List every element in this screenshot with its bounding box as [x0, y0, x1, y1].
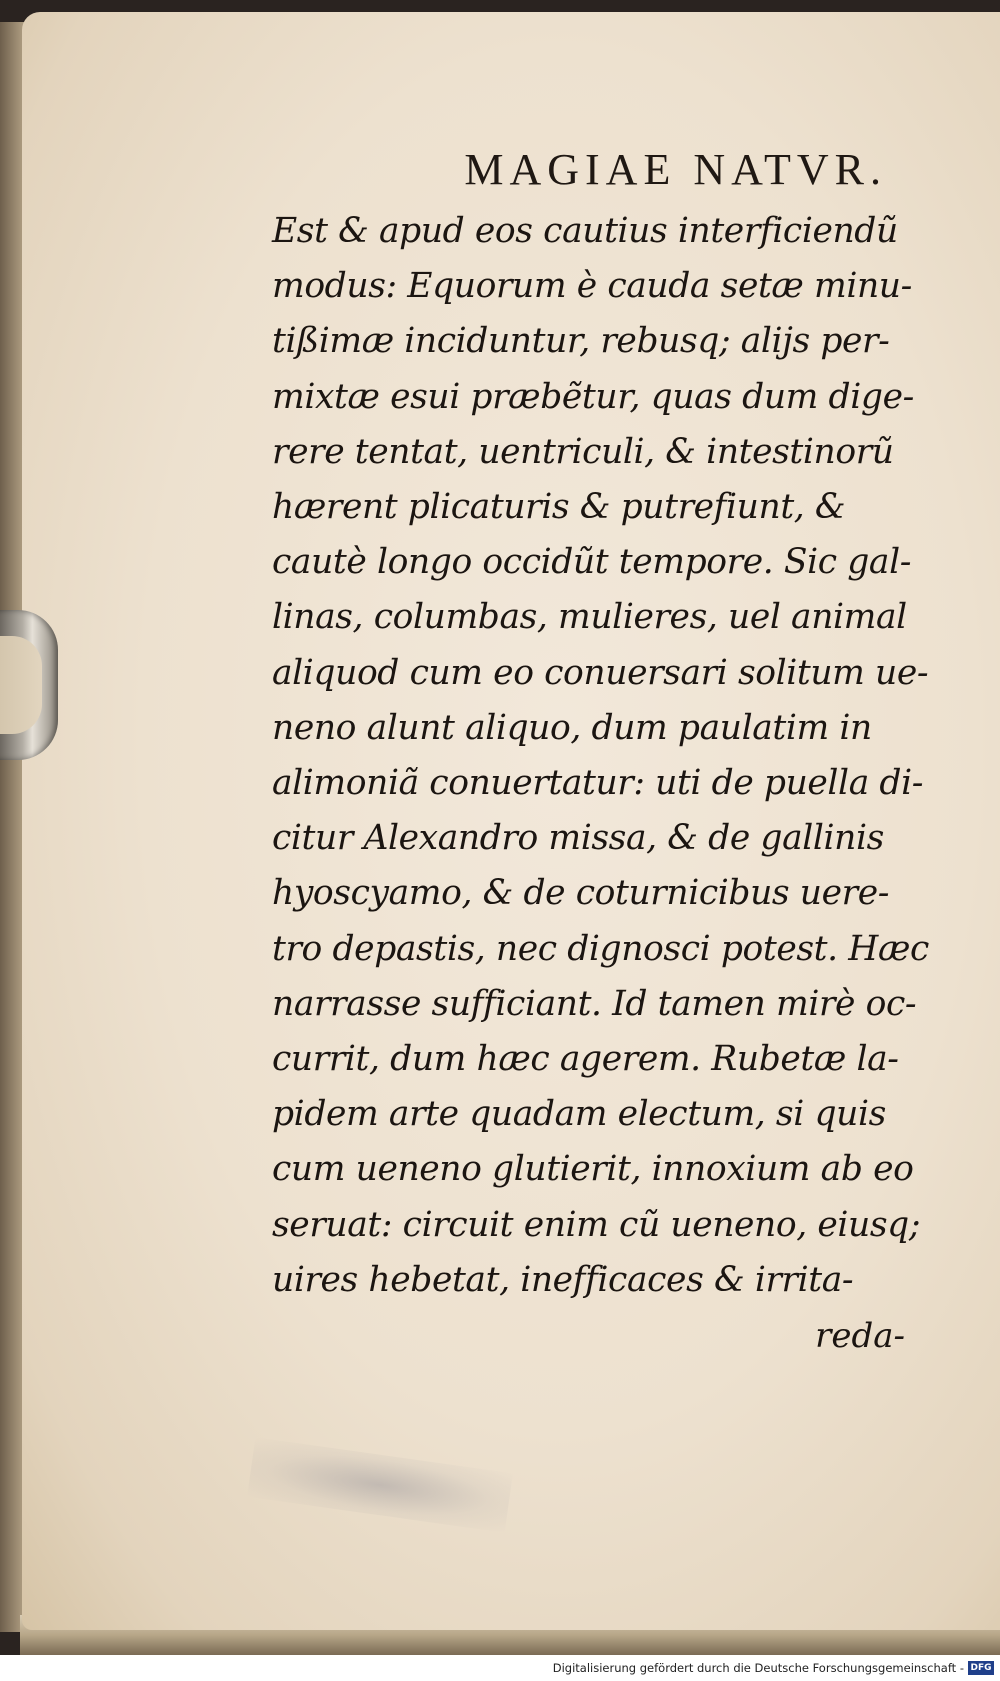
running-head: MAGIAE NATVR. — [464, 145, 887, 194]
text-line: hærent plicaturis & putrefiunt, & — [272, 487, 846, 528]
text-line: alimoniã conuertatur: uti de puella di- — [272, 763, 924, 804]
text-block — [272, 140, 927, 1364]
text-line: Est & apud eos cautius interficiendũ — [272, 211, 898, 251]
text-line: tißimæ inciduntur, rebusq; alijs per- — [272, 321, 890, 362]
text-line: modus: Equorum è cauda setæ minu- — [272, 266, 912, 307]
dfg-logo-badge: DFG — [968, 1661, 994, 1675]
text-line: linas, columbas, mulieres, uel animal — [272, 597, 907, 638]
text-line: currit, dum hæc agerem. Rubetæ la- — [272, 1039, 899, 1080]
text-line: cum ueneno glutierit, innoxium ab eo — [272, 1149, 914, 1190]
text-line: aliquod cum eo conuersari solitum ue- — [272, 652, 929, 693]
text-line: pidem arte quadam electum, si quis — [272, 1094, 886, 1135]
text-line: uires hebetat, inefficaces & irrita- — [272, 1259, 854, 1300]
text-line: mixtæ esui præbẽtur, quas dum dige- — [272, 376, 914, 417]
text-line: citur Alexandro missa, & de gallinis — [272, 818, 884, 859]
text-line: neno alunt aliquo, dum paulatim in — [272, 707, 872, 748]
text-line: rere tentat, uentriculi, & intestinorũ — [272, 431, 894, 472]
text-line: hyoscyamo, & de coturnicibus uere- — [272, 873, 889, 914]
text-line: tro depastis, nec dignosci potest. Hæc — [272, 928, 929, 969]
text-line: narrasse sufficiant. Id tamen mirè oc- — [272, 983, 917, 1024]
text-line: cautè longo occidũt tempore. Sic gal- — [272, 542, 911, 583]
clasp-opening — [0, 636, 42, 734]
text-line: seruat: circuit enim cũ ueneno, eiusq; — [272, 1204, 921, 1245]
digitization-credit-bar — [0, 1655, 1000, 1681]
credit-text: Digitalisierung gefördert durch die Deutsche Forschungsgemeinschaft - — [552, 1661, 964, 1675]
catchword: reda- — [815, 1316, 905, 1357]
